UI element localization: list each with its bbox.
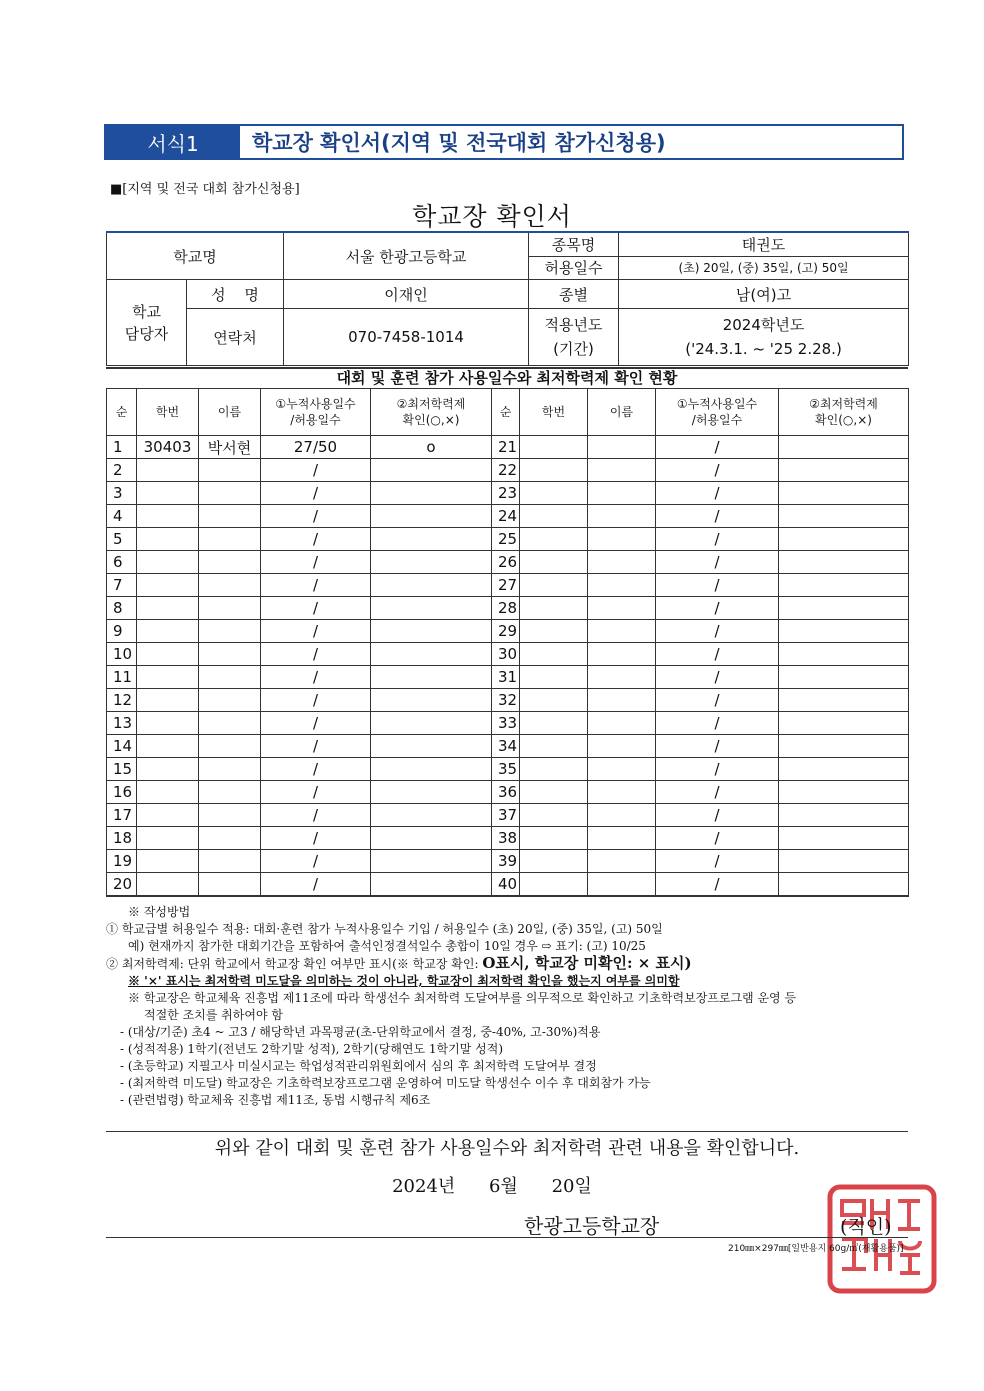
check-cell [371,505,492,528]
table-row [107,528,909,551]
allowed-days-value: (초) 20일, (중) 35일, (고) 50일 [619,256,909,280]
student-id-cell [520,436,588,459]
check-cell [371,482,492,505]
days-cell: / [656,459,779,482]
form-number-tag: 서식1 [106,126,240,158]
student-name-cell [588,758,656,781]
check-cell [779,551,909,574]
seal-label: (직인) [840,1216,892,1238]
check-cell [779,804,909,827]
row-seq: 38 [492,827,520,850]
col-name: 이름 [588,389,656,436]
form-banner-title: 학교장 확인서(지역 및 전국대회 참가신청용) [252,131,666,155]
days-cell: / [656,505,779,528]
student-name-cell [199,666,261,689]
days-cell: / [261,712,371,735]
days-cell: / [656,781,779,804]
check-cell [779,459,909,482]
student-name-cell [199,643,261,666]
student-id-cell [520,597,588,620]
student-name-cell [588,551,656,574]
row-seq: 16 [107,781,137,804]
days-cell: / [656,620,779,643]
table-row [107,597,909,620]
student-name-cell [588,873,656,897]
check-cell [779,850,909,873]
student-name-cell [199,827,261,850]
student-name-cell [588,689,656,712]
event-value: 태권도 [619,232,909,256]
row-seq: 1 [107,436,137,459]
note-principal-duty-cont: 적절한 조치를 취하여야 함 [144,1008,283,1022]
note-min-academic [106,955,906,973]
table-row [107,666,909,689]
days-cell: / [261,735,371,758]
student-name-cell [199,505,261,528]
row-seq: 24 [492,505,520,528]
check-cell [371,574,492,597]
footer-divider [106,1237,908,1238]
student-id-cell [520,735,588,758]
col-days: ①누적사용일수 /허용일수 [656,389,779,436]
days-cell: / [656,436,779,459]
table-row [107,505,909,528]
check-cell [779,781,909,804]
check-cell [779,574,909,597]
row-seq: 8 [107,597,137,620]
student-id-cell [520,528,588,551]
roster-header-row [107,389,909,436]
days-cell: / [656,643,779,666]
row-seq: 18 [107,827,137,850]
student-id-cell [520,781,588,804]
student-id-cell [520,827,588,850]
student-id-cell [137,643,199,666]
principal-signature: 한광고등학교장 [524,1214,660,1238]
student-name-cell [199,873,261,897]
student-name-cell [199,574,261,597]
student-name-cell [199,689,261,712]
check-cell [371,781,492,804]
days-cell: / [261,689,371,712]
note-principal-duty: ※ 학교장은 학교체육 진흥법 제11조에 따라 학생선수 최저학력 도달여부를 의무적으로 확인하고 기초학력보장프로그램 운영 등 [128,991,797,1005]
student-name-cell [199,804,261,827]
student-name-cell [588,505,656,528]
student-name-cell [199,528,261,551]
student-id-cell [520,712,588,735]
event-label: 종목명 [529,232,619,256]
student-id-cell [137,505,199,528]
days-cell: / [656,827,779,850]
student-name-cell [199,735,261,758]
row-seq: 33 [492,712,520,735]
row-seq: 11 [107,666,137,689]
student-id-cell [137,758,199,781]
note-bullet: - (관련법령) 학교체육 진흥법 제11조, 동법 시행규칙 제6조 [120,1093,431,1107]
student-id-cell [137,804,199,827]
student-name-cell [588,850,656,873]
confirmation-statement: 위와 같이 대회 및 훈련 참가 사용일수와 최저학력 관련 내용을 확인합니다. [106,1131,908,1160]
days-cell: / [656,666,779,689]
days-cell: / [656,482,779,505]
contact-value: 070-7458-1014 [284,309,529,366]
row-seq: 22 [492,459,520,482]
days-cell: / [261,528,371,551]
info-table [106,231,909,366]
student-name-cell [588,827,656,850]
student-id-cell [137,574,199,597]
table-row [107,620,909,643]
days-cell: / [656,804,779,827]
table-row [107,551,909,574]
col-days: ①누적사용일수 /허용일수 [261,389,371,436]
days-cell: / [656,873,779,897]
allowed-days-label: 허용일수 [529,256,619,280]
row-seq: 19 [107,850,137,873]
student-name-cell [199,712,261,735]
check-cell [371,528,492,551]
year-label: 적용년도 (기간) [529,309,619,366]
check-cell [371,620,492,643]
table-row [107,482,909,505]
student-id-cell [137,597,199,620]
table-row [107,827,909,850]
student-name-cell [588,735,656,758]
days-cell: / [656,735,779,758]
table-row [107,459,909,482]
student-id-cell [137,781,199,804]
col-seq: 순 [492,389,520,436]
row-seq: 3 [107,482,137,505]
days-cell: 27/50 [261,436,371,459]
days-cell: / [261,597,371,620]
note-bullet: - (성적적용) 1학기(전년도 2학기말 성적), 2학기(당해연도 1학기말 성적) [120,1042,504,1056]
row-seq: 31 [492,666,520,689]
row-seq: 39 [492,850,520,873]
student-name-cell [588,666,656,689]
student-name-cell [588,781,656,804]
student-id-cell [137,850,199,873]
student-name-cell [199,781,261,804]
row-seq: 35 [492,758,520,781]
student-name-cell [199,482,261,505]
school-name-label: 학교명 [107,232,284,280]
row-seq: 9 [107,620,137,643]
official-seal-icon [826,1183,938,1295]
student-id-cell [137,459,199,482]
student-name-cell [588,482,656,505]
row-seq: 21 [492,436,520,459]
row-seq: 14 [107,735,137,758]
row-seq: 28 [492,597,520,620]
check-cell [779,689,909,712]
manager-label: 학교 담당자 [107,280,187,366]
row-seq: 37 [492,804,520,827]
student-id-cell [520,850,588,873]
days-cell: / [261,574,371,597]
row-seq: 27 [492,574,520,597]
days-cell: / [656,689,779,712]
days-cell: / [261,850,371,873]
form-subtype: ■[지역 및 전국 대회 참가신청용] [110,182,300,197]
check-cell [371,643,492,666]
student-id-cell [137,827,199,850]
student-id-cell [520,574,588,597]
days-cell: / [656,528,779,551]
row-seq: 34 [492,735,520,758]
year-value: 2024학년도 ('24.3.1. ~ '25 2.28.) [619,309,909,366]
check-cell [779,597,909,620]
student-name-cell [588,574,656,597]
check-cell [779,482,909,505]
note-allowed-days: ① 학교급별 허용일수 적용: 대회·훈련 참가 누적사용일수 기입 / 허용일수 (초) 20일, (중) 35일, (고) 50일 [106,922,663,936]
student-id-cell [520,873,588,897]
document-title: 학교장 확인서 [412,202,572,231]
days-cell: / [656,574,779,597]
table-row [107,689,909,712]
student-name-cell [199,551,261,574]
row-seq: 7 [107,574,137,597]
days-cell: / [261,666,371,689]
row-seq: 25 [492,528,520,551]
student-id-cell [520,758,588,781]
check-cell [371,758,492,781]
days-cell: / [261,482,371,505]
check-cell [779,528,909,551]
days-cell: / [656,551,779,574]
days-cell: / [261,643,371,666]
note-min-academic-marks: O표시, 학교장 미확인: × 표시) [482,954,692,972]
student-id-cell [137,666,199,689]
row-seq: 17 [107,804,137,827]
student-id-cell [520,689,588,712]
check-cell: o [371,436,492,459]
row-seq: 32 [492,689,520,712]
student-id-cell [520,620,588,643]
date-year: 2024년 [392,1176,456,1197]
student-id-cell [137,620,199,643]
row-seq: 6 [107,551,137,574]
student-id-cell [520,459,588,482]
days-cell: / [656,597,779,620]
check-cell [779,827,909,850]
col-student-id: 학번 [137,389,199,436]
student-name-cell [588,436,656,459]
table-row [107,643,909,666]
row-seq: 2 [107,459,137,482]
row-seq: 4 [107,505,137,528]
days-cell: / [261,758,371,781]
student-id-cell [137,689,199,712]
table-row [107,712,909,735]
days-cell: / [261,781,371,804]
row-seq: 5 [107,528,137,551]
student-id-cell: 30403 [137,436,199,459]
student-id-cell [137,712,199,735]
note-bullet: - (초등학교) 지필고사 미실시교는 학업성적관리위원회에서 심의 후 최저학력 도달여부 결정 [120,1059,597,1073]
check-cell [779,758,909,781]
row-seq: 36 [492,781,520,804]
student-id-cell [137,528,199,551]
note-min-academic-lead: ② 최저학력제: 단위 학교에서 학교장 확인 여부만 표시(※ 학교장 확인: [106,957,483,971]
col-check: ②최저학력제 확인(○,×) [371,389,492,436]
row-seq: 20 [107,873,137,897]
table-row [107,804,909,827]
days-cell: / [261,804,371,827]
row-seq: 23 [492,482,520,505]
student-name-cell [199,758,261,781]
student-name-cell [199,459,261,482]
student-name-cell [588,620,656,643]
student-name-cell [588,528,656,551]
roster-table [106,388,909,897]
days-cell: / [261,459,371,482]
check-cell [371,827,492,850]
row-seq: 10 [107,643,137,666]
notes-heading: ※ 작성방법 [128,905,191,919]
col-check: ②최저학력제 확인(○,×) [779,389,909,436]
table-row [107,850,909,873]
check-cell [779,873,909,897]
table-row [107,781,909,804]
student-name-cell [199,620,261,643]
table-row [107,873,909,897]
row-seq: 30 [492,643,520,666]
contact-label: 연락처 [187,309,284,366]
student-id-cell [520,804,588,827]
paper-spec: 210㎜×297㎜[일반용지 60g/㎡(재활용품)] [728,1244,904,1254]
days-cell: / [656,850,779,873]
days-cell: / [656,758,779,781]
student-name-cell [588,712,656,735]
check-cell [371,597,492,620]
student-id-cell [520,482,588,505]
student-name-cell [588,643,656,666]
check-cell [371,551,492,574]
check-cell [371,850,492,873]
form-banner [104,124,904,160]
days-cell: / [261,620,371,643]
days-cell: / [261,505,371,528]
col-name: 이름 [199,389,261,436]
category-label: 종별 [529,280,619,309]
student-name-cell [199,850,261,873]
student-name-cell [588,459,656,482]
note-bullet: - (대상/기준) 초4 ~ 고3 / 해당학년 과목평균(초-단위학교에서 결정, 중-40%, 고-30%)적용 [120,1025,601,1039]
note-x-warning: ※ '×' 표시는 최저학력 미도달을 의미하는 것이 아니라, 학교장이 최저학력 확인을 했는지 여부를 의미함 [128,974,680,988]
student-name-cell [588,597,656,620]
school-name-value: 서울 한광고등학교 [284,232,529,280]
days-cell: / [261,551,371,574]
check-cell [371,689,492,712]
check-cell [371,712,492,735]
student-id-cell [520,666,588,689]
table-row [107,735,909,758]
days-cell: / [656,712,779,735]
col-seq: 순 [107,389,137,436]
student-id-cell [137,735,199,758]
days-cell: / [261,873,371,897]
check-cell [779,712,909,735]
name-label: 성 명 [187,280,284,309]
date-day: 20일 [551,1176,592,1197]
check-cell [779,505,909,528]
student-id-cell [137,482,199,505]
instructions [106,904,906,1109]
note-example: 예) 현재까지 참가한 대회기간을 포함하여 출석인정결석일수 총합이 10일 경우 ⇨ 표기: (고) 10/25 [128,939,646,953]
check-cell [779,666,909,689]
check-cell [779,620,909,643]
name-value: 이재인 [284,280,529,309]
days-cell: / [261,827,371,850]
table-row [107,758,909,781]
student-name-cell [588,804,656,827]
student-id-cell [520,551,588,574]
note-bullet: - (최저학력 미도달) 학교장은 기초학력보장프로그램 운영하여 미도달 학생선수 이수 후 대회참가 가능 [120,1076,651,1090]
student-name-cell [199,597,261,620]
row-seq: 29 [492,620,520,643]
check-cell [371,735,492,758]
row-seq: 40 [492,873,520,897]
table-row [107,574,909,597]
check-cell [371,666,492,689]
student-name-cell: 박서현 [199,436,261,459]
row-seq: 13 [107,712,137,735]
student-id-cell [520,643,588,666]
student-id-cell [137,873,199,897]
date-month: 6월 [489,1176,518,1197]
check-cell [371,873,492,897]
check-cell [779,436,909,459]
check-cell [779,735,909,758]
category-value: 남(여)고 [619,280,909,309]
col-student-id: 학번 [520,389,588,436]
section-heading: 대회 및 훈련 참가 사용일수와 최저학력제 확인 현황 [106,367,908,388]
student-id-cell [137,551,199,574]
student-id-cell [520,505,588,528]
row-seq: 12 [107,689,137,712]
row-seq: 26 [492,551,520,574]
check-cell [371,804,492,827]
check-cell [779,643,909,666]
check-cell [371,459,492,482]
row-seq: 15 [107,758,137,781]
table-row [107,436,909,459]
